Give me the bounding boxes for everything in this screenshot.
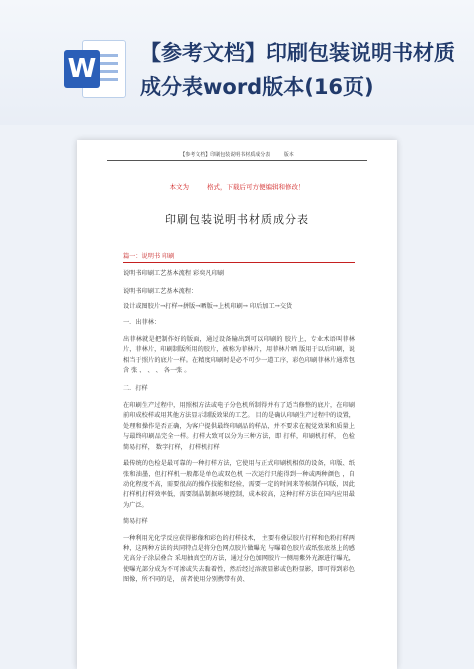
running-header (107, 151, 367, 161)
notice-left: 本文为 (169, 183, 189, 191)
paragraph: 最传统的色检是最可靠的一种打样方法，它使用与正式印刷机相似的设备，印版、纸张和油墨，但打样机一般都是单色或双色机 一次运行只能得到一种或两种颜色 ，自动化程度不高，需要很高的操作技能和经验，需要一定的时间来等候制作印版，因此打样机打样效率低，需要制晶制据环境控制，成本较高，这种打样方法在国内应用最为广泛。 (123, 460, 355, 509)
document-title: 印刷包装说明书材质成分表 (165, 213, 309, 226)
paragraph: 说明书印刷工艺基本流程 彩奕凡印刷 (123, 270, 224, 278)
paragraph: 一种利用光化学反应获得影像和彩色的打样技术， 主要有叠层胶片打样和色粉打样两种，这两种方法的共同特点是将分色网点胶片做曝光 与曝着色胶片或纸张底基上的感光高分子涂层叠合 采用抽真空的方法，通过分色加网胶片一侧用紫外光源进行曝光，使曝光部分成为不可渗或失去黏着性，然后经过溶液显影或色粉显影，即可得到彩色图像，所不同的是， 前者使用分别携带有黄、 (123, 534, 355, 584)
paragraph: 一．出菲林： (123, 318, 161, 326)
paragraph: 设计或图胶片→打样→拼版→晒版→上机印刷→ 印后加工→交货 (123, 303, 293, 311)
document-body (123, 252, 355, 586)
section-divider (123, 262, 355, 263)
paragraph: 简易打样 (123, 518, 148, 526)
download-notice (77, 182, 397, 191)
running-header-left: 【参考文档】印刷包装说明书材质成分表 (180, 152, 271, 158)
header-banner (0, 0, 474, 125)
paragraph: 二．打样 (123, 384, 148, 392)
paragraph: 在印刷生产过程中，用照相方法或电子分色机所制得并有了适当修整的底片，在印刷前印成校样或用其他方法显示制版效果的工艺。 目的是确认印刷生产过程中的设置，处理和操作是否正确，为客户提供最终印刷品的样品，并不要求在视觉效果和质量上与最终印刷品完全一样。打样大致可以分为三种方法，即 打样，印刷机打样， 色检 简易打样， 数字打样， 打样机打样 (123, 402, 355, 451)
paragraph: 说明书印刷工艺基本流程： (123, 287, 198, 295)
paragraph: 出菲林就是把制作好的版面，通过设备输出到可以印刷的 胶片上，专业术语叫菲林片，菲林片，印刷制版所用的胶片，被称为菲林片，用菲林片晒 版用于以后印刷，说相当于照片的底片一样。在精度印刷时是必不可少一道工序，彩色印刷菲林片通常包含 张 、 、 、 各一张 。 (123, 336, 355, 375)
word-letter-badge: W (64, 50, 100, 88)
page-title: 【参考文档】印刷包装说明书材质成分表word版本(16页) (140, 41, 455, 99)
running-header-right: 版本 (283, 152, 294, 158)
section-heading: 篇一：说明书 印刷 (123, 253, 175, 260)
document-page (77, 140, 397, 669)
notice-right: 格式，下载后可方便编辑和修改！ (207, 183, 305, 191)
word-document-icon (64, 40, 126, 102)
